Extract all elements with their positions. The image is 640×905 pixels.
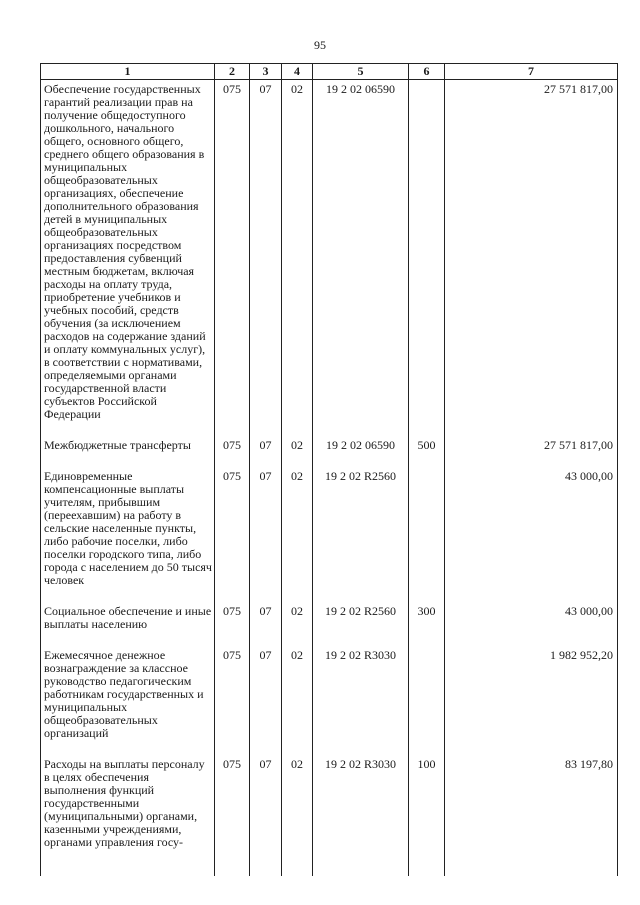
row-col5: 19 2 02 06590 [313, 436, 409, 452]
row-name: Социальное обеспечение и иные выплаты населению [41, 602, 215, 631]
row-col6: 500 [409, 436, 445, 452]
row-col3: 07 [250, 80, 282, 422]
row-col6: 300 [409, 602, 445, 631]
row-col7: 1 982 952,20 [445, 646, 618, 740]
row-col4: 02 [282, 467, 313, 587]
table-row [41, 602, 618, 631]
row-col3: 07 [250, 467, 282, 587]
row-name: Обеспечение государственных гарантий реализации прав на получение общедоступного дошкольного, начального общего, основного общего, среднего общего образования в муниципальных общеобразовательных организациях, обеспечение дополнительного образования детей в муниципальных общеобразовательных организациях посредством предоставления субвенций местным бюджетам, включая расходы на оплату труда, приобретение учебников и учебных пособий, средств обучения (за исключением расходов на содержание зданий и оплату коммунальных услуг), в соответствии с нормативами, определяемыми органами государственной власти субъектов Российской Федерации [41, 80, 215, 422]
row-name: Расходы на выплаты персоналу в целях обеспечения выполнения функций государственными (муниципальными) органами, казенными учреждениями, органами управления госу- [41, 755, 215, 849]
row-col2: 075 [215, 646, 250, 740]
column-header-1: 1 [41, 64, 215, 80]
table-row [41, 755, 618, 849]
row-col5: 19 2 02 R3030 [313, 755, 409, 849]
table-row [41, 80, 618, 422]
row-col6 [409, 646, 445, 740]
row-col5: 19 2 02 R3030 [313, 646, 409, 740]
row-col3: 07 [250, 646, 282, 740]
row-col5: 19 2 02 R2560 [313, 467, 409, 587]
row-col7: 27 571 817,00 [445, 80, 618, 422]
row-col3: 07 [250, 602, 282, 631]
budget-table [40, 63, 618, 876]
table-row [41, 467, 618, 587]
row-col5: 19 2 02 06590 [313, 80, 409, 422]
row-col2: 075 [215, 467, 250, 587]
row-name: Межбюджетные трансферты [41, 436, 215, 452]
row-col4: 02 [282, 80, 313, 422]
column-header-4: 4 [282, 64, 313, 80]
row-col2: 075 [215, 602, 250, 631]
row-col2: 075 [215, 80, 250, 422]
row-col6 [409, 467, 445, 587]
row-col7: 27 571 817,00 [445, 436, 618, 452]
row-col4: 02 [282, 602, 313, 631]
column-header-6: 6 [409, 64, 445, 80]
page-number: 95 [314, 38, 326, 52]
row-col5: 19 2 02 R2560 [313, 602, 409, 631]
row-col7: 43 000,00 [445, 602, 618, 631]
row-col3: 07 [250, 755, 282, 849]
table-row [41, 436, 618, 452]
row-name: Ежемесячное денежное вознаграждение за классное руководство педагогическим работникам государственных и муниципальных общеобразовательных организаций [41, 646, 215, 740]
column-header-3: 3 [250, 64, 282, 80]
row-col4: 02 [282, 755, 313, 849]
row-col7: 43 000,00 [445, 467, 618, 587]
row-col7: 83 197,80 [445, 755, 618, 849]
table-header-row [41, 64, 618, 80]
row-col4: 02 [282, 646, 313, 740]
column-header-7: 7 [445, 64, 618, 80]
column-header-5: 5 [313, 64, 409, 80]
row-col2: 075 [215, 436, 250, 452]
row-col4: 02 [282, 436, 313, 452]
table-row [41, 646, 618, 740]
row-col2: 075 [215, 755, 250, 849]
row-name: Единовременные компенсационные выплаты учителям, прибывшим (переехавшим) на работу в сельские населенные пункты, либо рабочие поселки, либо поселки городского типа, либо города с населением до 50 тысяч человек [41, 467, 215, 587]
column-header-2: 2 [215, 64, 250, 80]
row-col6: 100 [409, 755, 445, 849]
row-col6 [409, 80, 445, 422]
row-col3: 07 [250, 436, 282, 452]
